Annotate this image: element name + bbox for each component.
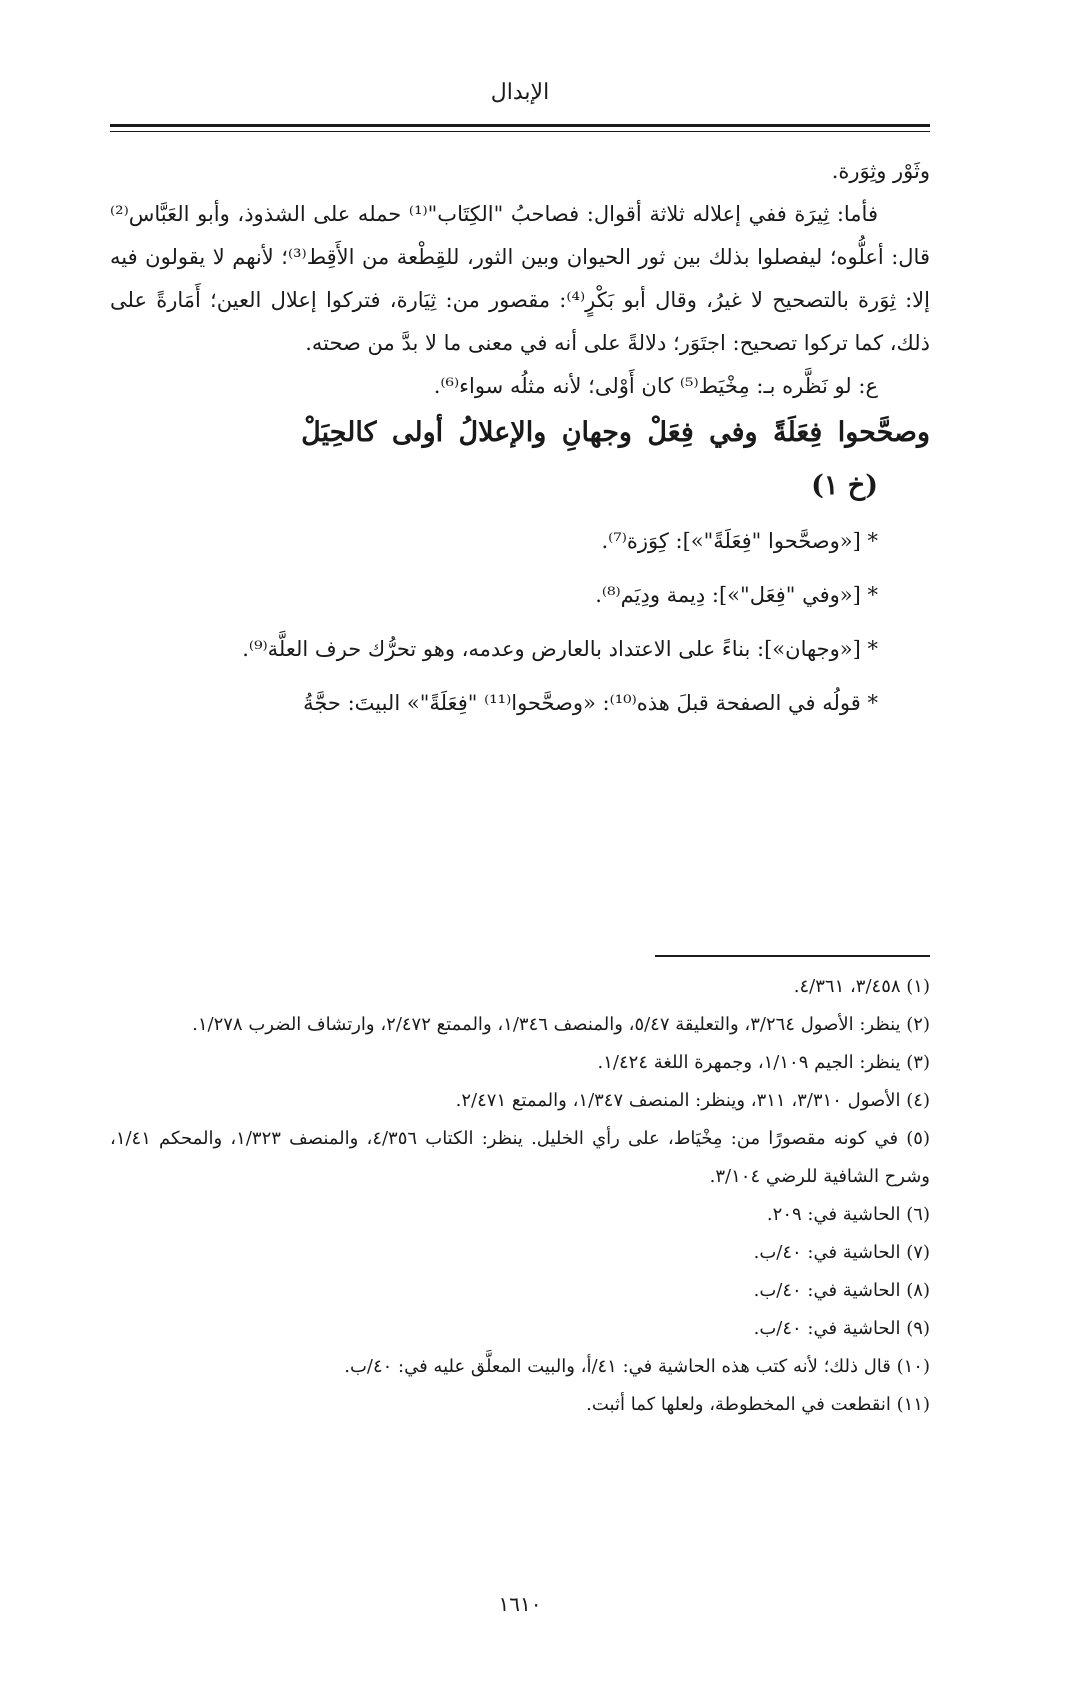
verse-tag: (خ ١) (811, 470, 878, 501)
footnote-2: (٢) ينظر: الأصول ٣/٢٦٤، والتعليقة ٥/٤٧، والمنصف ١/٣٤٦، والممتع ٢/٤٧٢، وارتشاف الضرب ١/٢٧٨. (192, 1014, 930, 1035)
footnote-6: (٦) الحاشية في: ٢٠٩. (766, 1204, 930, 1225)
footnote-5: (٥) في كونه مقصورًا من: مِخْيَاط، على رأي الخليل. ينظر: الكتاب ٤/٣٥٦، والمنصف ١/٣٢٣، والمحكم ١/٤١، وشرح الشافية للرضي ٣/١٠٤. (110, 1128, 930, 1187)
paragraph-3: ع: لو نَظَّره بـ: مِخْيَط⁽⁵⁾ كان أَوْلى؛ لأنه مثلُه سواء⁽⁶⁾. (433, 374, 878, 398)
footnote-10: (١٠) قال ذلك؛ لأنه كتب هذه الحاشية في: ٤١/أ، والبيت المعلَّق عليه في: ٤٠/ب. (344, 1356, 930, 1377)
footnote-11: (١١) انقطعت في المخطوطة، ولعلها كما أثبت. (586, 1394, 930, 1415)
footnote-7: (٧) الحاشية في: ٤٠/ب. (753, 1242, 930, 1263)
footnote-3: (٣) ينظر: الجيم ١/١٠٩، وجمهرة اللغة ١/٤٢٤. (597, 1052, 930, 1073)
commentary-item-4: * قولُه في الصفحة قبلَ هذه⁽¹⁰⁾: «وصحَّحوا⁽¹¹⁾ "فِعَلَةً"» البيتَ: حجَّةُ (303, 691, 878, 715)
page-number: ١٦١٠ (498, 1592, 542, 1616)
header-rule-thin (110, 131, 930, 132)
commentary-item-2: * [«وفي "فِعَل"»]: دِيمة ودِيَم⁽⁸⁾. (595, 583, 878, 607)
running-header: الإبدال (490, 80, 550, 105)
main-text (110, 150, 930, 730)
footnote-8: (٨) الحاشية في: ٤٠/ب. (753, 1280, 930, 1301)
header-rule-thick (110, 124, 930, 127)
paragraph-1: وثَوْر وثِوَرة. (831, 159, 930, 183)
commentary-item-1: * [«وصحَّحوا "فِعَلَةً"»]: كِوَزة⁽⁷⁾. (601, 529, 878, 553)
footnote-separator (655, 955, 930, 957)
footnote-4: (٤) الأصول ٣/٣١٠، ٣١١، وينظر: المنصف ١/٣٤٧، والممتع ٢/٤٧١. (455, 1090, 930, 1111)
footnotes (110, 968, 930, 1424)
footnote-1: (١) ٣/٤٥٨، ٤/٣٦١. (793, 976, 930, 997)
footnote-9: (٩) الحاشية في: ٤٠/ب. (753, 1318, 930, 1339)
paragraph-2: فأما: ثِيرَة ففي إعلاله ثلاثة أقوال: فصاحبُ "الكِتَاب"⁽¹⁾ حمله على الشذوذ، وأبو العَبَّاس⁽²⁾ قال: أعلُّوه؛ ليفصلوا بذلك بين ثور الحيوان وبين الثور، للقِطْعة من الأَقِط⁽³⁾؛ لأنهم لا يقولون فيه إلا: ثِوَرة بالتصحيح لا غيرُ، وقال أبو بَكْرٍ⁽⁴⁾: مقصور من: ثِيَارة، فتركوا إعلال العين؛ أَمَارةً على ذلك، كما تركوا تصحيح: اجتَوَر؛ دلالةً على أنه في معنى ما لا بدَّ من صحته. (110, 202, 930, 355)
verse-line: وصحَّحوا فِعَلَةً وفي فِعَلْ وجهانِ والإعلالُ أولى كالحِيَلْ (301, 417, 930, 448)
commentary-item-3: * [«وجهان»]: بناءً على الاعتداد بالعارض وعدمه، وهو تحرُّك حرف العلَّة⁽⁹⁾. (242, 637, 878, 661)
